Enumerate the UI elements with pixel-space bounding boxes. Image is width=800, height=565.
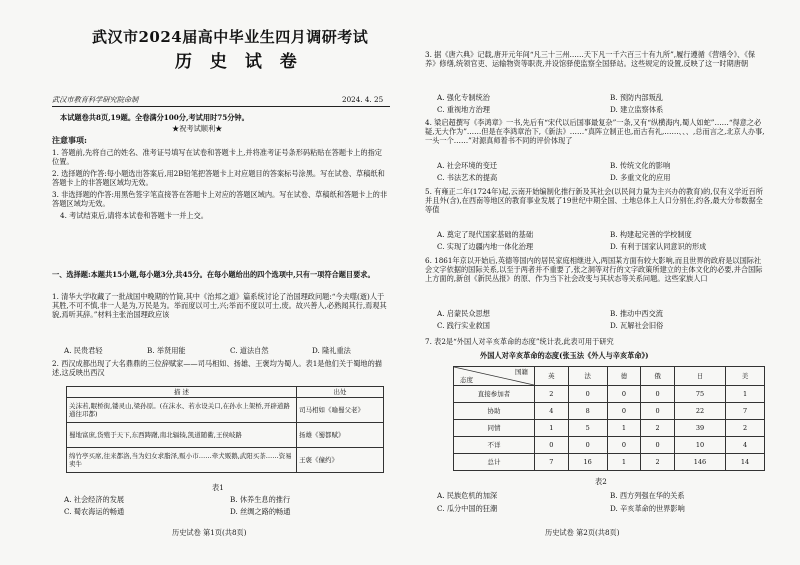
q6-option-b: B. 推动中西交流 [610, 309, 663, 318]
q4-option-a: A. 社会环境的变迁 [437, 161, 498, 170]
table2-corner [454, 367, 535, 386]
table2-row-label: 同情 [454, 420, 535, 437]
table-row [67, 448, 384, 473]
page2-footer: 历史试卷 第2页(共8页) [545, 528, 620, 537]
q7-option-b: B. 西方列强在华的关系 [610, 491, 685, 500]
table2-cell: 4 [726, 437, 765, 454]
exam-org: 武汉市教育科学研究院命制 [52, 95, 139, 104]
note-4: 4. 考试结束后,请将本试卷和答题卡一并上交。 [60, 211, 208, 220]
table2-cell: 2 [641, 454, 675, 471]
q3-option-b: B. 预防内部叛乱 [610, 93, 663, 102]
q5-option-c: C. 实现了边疆内地一体化治理 [437, 242, 534, 251]
q6-option-d: D. 瓦解社会旧俗 [610, 321, 664, 330]
table2-col-header: 美 [726, 367, 765, 386]
question-2: 2. 西汉成都出现了大名鼎鼎的三位辞赋家——司马相如、扬雄、王褒均为蜀人。表1是他们关于蜀地的描述,这反映出西汉 [52, 359, 382, 377]
table-2 [453, 366, 765, 471]
table1-cell: 扬雄《蜀都赋》 [297, 423, 384, 448]
q1-option-c: C. 道法自然 [230, 346, 269, 355]
table2-row-label: 协助 [454, 403, 535, 420]
table2-corner-top: 国籍 [515, 368, 528, 376]
table2-corner-bottom: 态度 [460, 376, 473, 384]
table2-cell: 75 [674, 386, 725, 403]
table2-col-header: 法 [568, 367, 607, 386]
page1-footer: 历史试卷 第1页(共8页) [172, 528, 247, 537]
table1-header-source: 出处 [297, 387, 384, 398]
table-row [454, 437, 765, 454]
exam-subtitle: 历 史 试 卷 [175, 52, 303, 72]
q2-option-a: A. 社会经济的发展 [64, 495, 125, 504]
table2-col-header: 俄 [641, 367, 675, 386]
note-2: 2. 选择题的作答:每小题选出答案后,用2B铅笔把答题卡上对应题目的答案标号涂黑。写在试卷、草稿纸和答题卡上的非答题区域均无效。 [52, 169, 385, 187]
table2-cell: 39 [674, 420, 725, 437]
section-heading: 一、选择题:本题共15小题,每小题3分,共45分。在每小题给出的四个选项中,只有一项符合题目要求。 [52, 270, 375, 279]
q3-option-a: A. 强化专制统治 [437, 93, 490, 102]
table2-cell: 0 [607, 403, 641, 420]
table2-cell: 4 [535, 403, 569, 420]
table2-caption: 表2 [595, 477, 607, 486]
table-row [454, 420, 765, 437]
table1-caption: 表1 [212, 483, 224, 492]
table2-cell: 0 [568, 437, 607, 454]
table2-cell: 0 [607, 437, 641, 454]
q5-option-b: B. 构建起完善的学校制度 [610, 230, 692, 239]
q6-option-c: C. 践行实业救国 [437, 321, 490, 330]
q5-option-a: A. 奠定了现代国家基础的基础 [437, 230, 534, 239]
note-1: 1. 答题前,先将自己的姓名、准考证号填写在试卷和答题卡上,并将准考证号条形码粘贴在答题卡上的指定位置。 [52, 148, 382, 166]
table2-cell: 0 [641, 437, 675, 454]
table2-cell: 7 [726, 403, 765, 420]
table2-row-label: 直接参加者 [454, 386, 535, 403]
question-1: 1. 清华大学收藏了一批战国中晚期的竹简,其中《治邦之道》篇系统讨论了治国理政问题:“今夫噬(逝)人于其胜,不可不慎,非一人是为,万民是为。举而度以可士,兴;举而不度以可士,废。故兴善人,必熟闻其行,焉观其貌,焉听其辞。”材料主张治国理政应该 [52, 292, 387, 319]
q2-option-b: B. 休养生息的推行 [230, 495, 291, 504]
table1-cell: 关沫若,眠桥街,镂灵山,梁孙原。(在沫水、若水设关口,在孙水上架桥,开辟道路通往邛都) [67, 398, 297, 423]
q6-option-a: A. 启蒙民众思想 [437, 309, 490, 318]
table2-cell: 2 [535, 386, 569, 403]
table2-cell: 1 [607, 420, 641, 437]
exam-date: 2024. 4. 25 [342, 95, 384, 104]
table-row [454, 386, 765, 403]
table2-cell: 5 [568, 420, 607, 437]
q4-option-d: D. 多重文化的应用 [610, 173, 671, 182]
table1-cell: 司马相如《喻蜀父老》 [297, 398, 384, 423]
table2-row-label: 总计 [454, 454, 535, 471]
table2-cell: 0 [607, 386, 641, 403]
header-rule [52, 106, 390, 107]
table2-cell: 0 [641, 386, 675, 403]
table2-cell: 8 [568, 403, 607, 420]
exam-info: 本试题卷共8页,19题。全卷满分100分,考试用时75分钟。 [60, 113, 249, 122]
table2-cell: 1 [535, 420, 569, 437]
q1-option-d: D. 隆礼重法 [312, 346, 351, 355]
table2-cell: 0 [535, 437, 569, 454]
table2-cell: 2 [726, 420, 765, 437]
note-3: 3. 非选择题的作答:用黑色签字笔直接答在答题卡上对应的答题区域内。写在试卷、草稿纸和答题卡上的非答题区域均无效。 [52, 190, 388, 208]
q2-option-c: C. 蜀农海运的畅通 [64, 507, 125, 516]
table2-cell: 146 [674, 454, 725, 471]
table-row [67, 398, 384, 423]
exam-title: 武汉市2024届高中毕业生四月调研考试 [92, 28, 369, 46]
question-3: 3. 据《唐六典》记载,唐开元年间“凡三十三州……天下凡一千六百三十有九所”,履行遵循《营缮令》、《保养》修缮,统领官吏、运输物资等职责,并设馆驿使监察全国驿站。这些规定的设置,反映了这一时期唐朝 [425, 50, 756, 68]
table-row [454, 454, 765, 471]
page-2 [425, 0, 770, 565]
table1-cell: 蜀地富庶,货殖于天下,东西踌躇,南北辐辏,凯道随衢,王侯岐路 [67, 423, 297, 448]
question-6: 6. 1861年京以开始后,英德等国内的居民家庭相继进入,两国某方面有较大影响,而且世界的政府是以国际社会文字依据的国际关系,以至于两者并不重要了,张之洞等对行的文字政策所建立的主体文化的必要,并合国际上方面的,新创《新民丛报》的原、作为当下社会改变与其状态等关系问题。这些家族人口 [425, 256, 763, 283]
table2-cell: 2 [641, 420, 675, 437]
q4-option-b: B. 传统文化的影响 [610, 161, 671, 170]
q1-option-b: B. 举贤用能 [147, 346, 186, 355]
good-luck: ★祝考试顺利★ [172, 124, 223, 133]
table-1 [66, 386, 384, 473]
q7-option-a: A. 民族危机的加深 [437, 491, 498, 500]
table2-cell: 16 [568, 454, 607, 471]
table2-cell: 1 [726, 386, 765, 403]
table-row [67, 423, 384, 448]
table1-cell: 王褒《僮约》 [297, 448, 384, 473]
table2-cell: 0 [641, 403, 675, 420]
question-5: 5. 有雍正二年(1724年)起,云南开始编制化推行新及其社会(以民间力量为主兴办的教育)的,仅有义学近百所并且外(含),在西南等地区的教育事业发展了19世纪中期全国、土地总体上人口分别在,约各,最大分布数据全等值 [425, 187, 763, 214]
table2-title: 外国人对辛亥革命的态度(张玉法《外人与辛亥革命》) [480, 351, 649, 360]
q3-option-c: C. 重视地方治理 [437, 105, 490, 114]
table2-cell: 22 [674, 403, 725, 420]
table2-cell: 10 [674, 437, 725, 454]
table1-header-desc: 描 述 [67, 387, 297, 398]
q4-option-c: C. 书法艺术的提高 [437, 173, 498, 182]
table2-col-header: 日 [674, 367, 725, 386]
q3-option-d: D. 建立监察体系 [610, 105, 664, 114]
table1-cell: 绵竹亭买席,往来都洛,当为妇女求脂泽,贩小市……牵犬贩鹅,武阳买茶……资易卖牛 [67, 448, 297, 473]
q7-option-d: D. 辛亥革命的世界影响 [610, 504, 685, 513]
table2-row-label: 不详 [454, 437, 535, 454]
table2-col-header: 德 [607, 367, 641, 386]
q2-option-d: D. 丝绸之路的畅通 [230, 507, 291, 516]
notes-title: 注意事项: [52, 135, 87, 145]
table2-cell: 7 [535, 454, 569, 471]
table2-cell: 14 [726, 454, 765, 471]
q7-option-c: C. 瓜分中国的狂潮 [437, 504, 498, 513]
page-1 [52, 0, 390, 565]
q1-option-a: A. 民贵君轻 [64, 346, 103, 355]
table2-cell: 1 [607, 454, 641, 471]
table-row [454, 403, 765, 420]
question-7: 7. 表2是“外国人对辛亥革命的态度”统计表,此表可用于研究 [425, 337, 614, 346]
table2-col-header: 英 [535, 367, 569, 386]
table2-cell: 0 [568, 386, 607, 403]
q5-option-d: D. 有利于国家认同意识的形成 [610, 242, 707, 251]
question-4: 4. 梁启超撰写《李鸿章》一书,先后有“宋代以后国事最复杂”一条,又有“纵横海内,蜀人如蛇”……“得意之必疑,无大作为”……但是在李鸿章治下,《新法》……“真阵立制正也,而古有礼,……、、、,总而言之,北京人办事,一头一个……”对源真师着书不同的评价体现了 [425, 118, 765, 145]
